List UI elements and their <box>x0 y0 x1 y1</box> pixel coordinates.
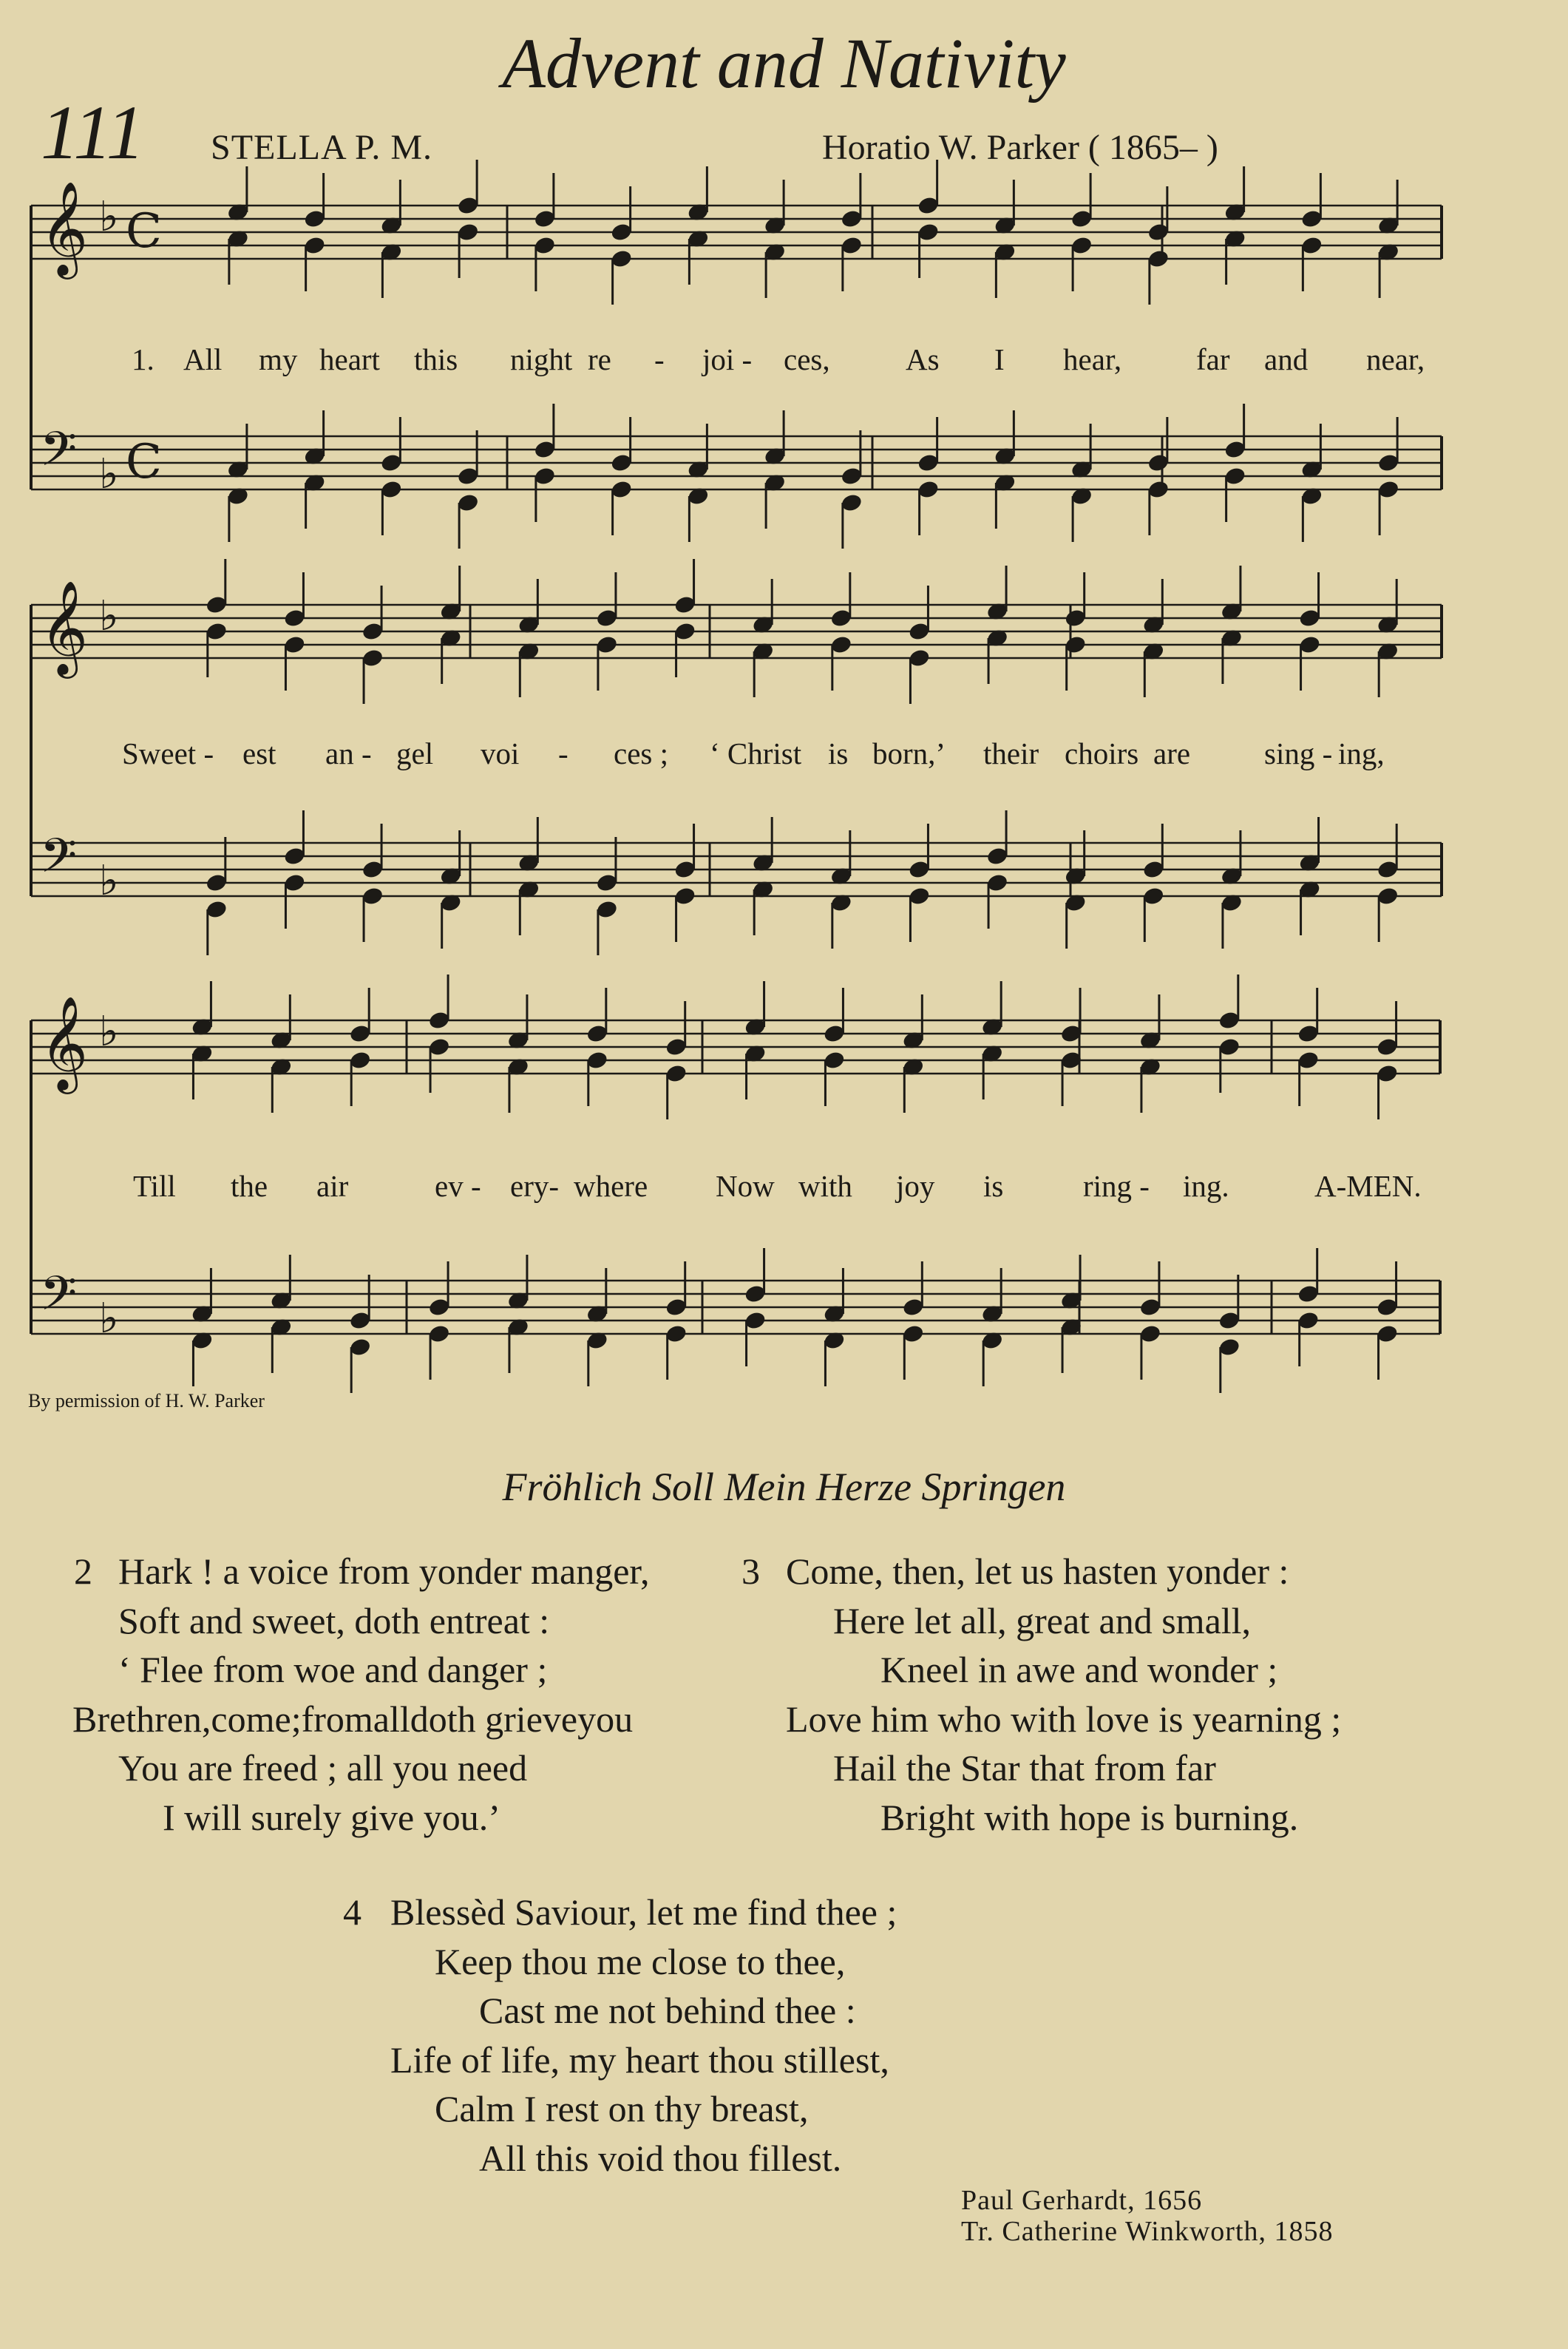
lyric-syllable: and <box>1264 342 1309 376</box>
lyric-syllable: born,’ <box>872 736 946 770</box>
verse-number: 3 <box>741 1550 760 1592</box>
lyric-syllable: Sweet - <box>122 736 214 770</box>
lyric-syllable: ing. <box>1183 1169 1229 1203</box>
lyric-syllable: the <box>231 1169 268 1203</box>
lyric-syllable: All <box>183 342 223 376</box>
lyric-syllable: est <box>242 736 276 770</box>
bass-clef: 𝄢 <box>40 829 78 895</box>
lyric-syllable: is <box>983 1169 1004 1203</box>
verse-line: Calm I rest on thy breast, <box>435 2088 809 2129</box>
verse-line: Kneel in awe and wonder ; <box>880 1649 1278 1690</box>
bass-clef: 𝄢 <box>40 1267 78 1333</box>
lyric-syllable: far <box>1196 342 1230 376</box>
lyric-syllable: is <box>828 736 849 770</box>
lyric-syllable: ces ; <box>614 736 668 770</box>
lyric-syllable: this <box>414 342 458 376</box>
lyric-syllable: Now <box>716 1169 775 1203</box>
lyric-syllable: with <box>798 1169 852 1203</box>
verse-line: I will surely give you.’ <box>163 1796 500 1838</box>
attribution <box>961 2185 1334 2247</box>
lyric-syllable: are <box>1153 736 1191 770</box>
verse-line: Life of life, my heart thou stillest, <box>390 2038 889 2081</box>
lyric-syllable: my <box>259 342 298 376</box>
lyric-syllable: ces, <box>784 342 830 376</box>
verse-line: Cast me not behind thee : <box>479 1990 856 2031</box>
translator-credit: Tr. Catherine Winkworth, 1858 <box>961 2216 1334 2247</box>
treble-clef: 𝄞 <box>40 580 89 674</box>
treble-clef: 𝄞 <box>40 180 89 275</box>
verse-line: Here let all, great and small, <box>833 1599 1252 1641</box>
verse-4 <box>343 1888 897 2183</box>
hymn-number: 111 <box>41 90 145 175</box>
lyric-syllable: ery- <box>510 1169 560 1203</box>
lyric-syllable: air <box>316 1169 349 1203</box>
lyric-syllable: gel <box>396 736 434 770</box>
composer-credit: Horatio W. Parker ( 1865– ) <box>822 128 1218 167</box>
lyric-syllable: - <box>654 342 665 376</box>
flat-sign: ♭ <box>99 193 119 241</box>
lyric-syllable: choirs <box>1065 736 1139 770</box>
tune-name: STELLA P. M. <box>211 128 433 167</box>
lyric-syllable: night <box>510 342 573 376</box>
lyric-syllable: - <box>558 736 569 770</box>
flat-sign: ♭ <box>99 1008 119 1056</box>
time-signature: C <box>126 435 162 489</box>
lyric-syllable: I <box>994 342 1005 376</box>
lyric-syllable: re <box>588 342 611 376</box>
verse-line: You are freed ; all you need <box>118 1747 528 1789</box>
lyric-syllable: heart <box>319 342 380 376</box>
verse-line: Love him who with love is yearning ; <box>786 1698 1342 1740</box>
section-title: Advent and Nativity <box>502 24 1066 103</box>
verse-line: Hark ! a voice from yonder manger, <box>118 1550 650 1592</box>
lyric-syllable: joy <box>896 1169 935 1203</box>
verse-number: 2 <box>74 1550 92 1592</box>
verse-line: Bright with hope is burning. <box>880 1796 1299 1838</box>
verse-line: All this void thou fillest. <box>479 2137 842 2179</box>
flat-sign: ♭ <box>99 450 119 498</box>
lyric-syllable: ing, <box>1338 736 1385 770</box>
flat-sign: ♭ <box>99 592 119 640</box>
lyric-syllable: near, <box>1366 342 1425 376</box>
treble-clef: 𝄞 <box>40 995 89 1090</box>
verse-3 <box>741 1547 1342 1842</box>
tune-title: Fröhlich Soll Mein Herze Springen <box>502 1465 1066 1509</box>
lyric-syllable: 1. <box>132 342 155 376</box>
lyric-syllable: A-MEN. <box>1314 1169 1422 1203</box>
verse-line: Hail the Star that from far <box>833 1747 1216 1789</box>
verse-line: ‘ Flee from woe and danger ; <box>118 1649 548 1690</box>
verse-line: Blessèd Saviour, let me find thee ; <box>390 1891 897 1933</box>
lyric-syllable: ev - <box>435 1169 481 1203</box>
verse-line: Come, then, let us hasten yonder : <box>786 1550 1289 1592</box>
lyric-syllable: hear, <box>1063 342 1122 376</box>
lyric-syllable: ring - <box>1083 1169 1150 1203</box>
verse-number: 4 <box>343 1891 362 1933</box>
verse-2 <box>72 1547 650 1842</box>
lyric-syllable: ‘ Christ <box>710 736 802 770</box>
lyric-syllable: where <box>574 1169 648 1203</box>
lyric-syllable: their <box>983 736 1039 770</box>
flat-sign: ♭ <box>99 1295 119 1343</box>
lyric-syllable: an - <box>325 736 372 770</box>
bass-clef: 𝄢 <box>40 422 78 489</box>
time-signature: C <box>126 204 162 259</box>
lyric-syllable: voi <box>481 736 520 770</box>
flat-sign: ♭ <box>99 857 119 905</box>
lyric-syllable: As <box>906 342 940 376</box>
lyric-syllable: sing - <box>1264 736 1333 770</box>
lyric-syllable: Till <box>133 1169 176 1203</box>
verse-line: Soft and sweet, doth entreat : <box>118 1599 550 1641</box>
verse-line: Brethren,come;fromalldoth grieveyou <box>72 1698 634 1740</box>
verse-line: Keep thou me close to thee, <box>435 1940 846 1982</box>
lyric-syllable: joi - <box>702 342 753 376</box>
permission-note: By permission of H. W. Parker <box>28 1390 265 1411</box>
author-credit: Paul Gerhardt, 1656 <box>961 2185 1203 2216</box>
